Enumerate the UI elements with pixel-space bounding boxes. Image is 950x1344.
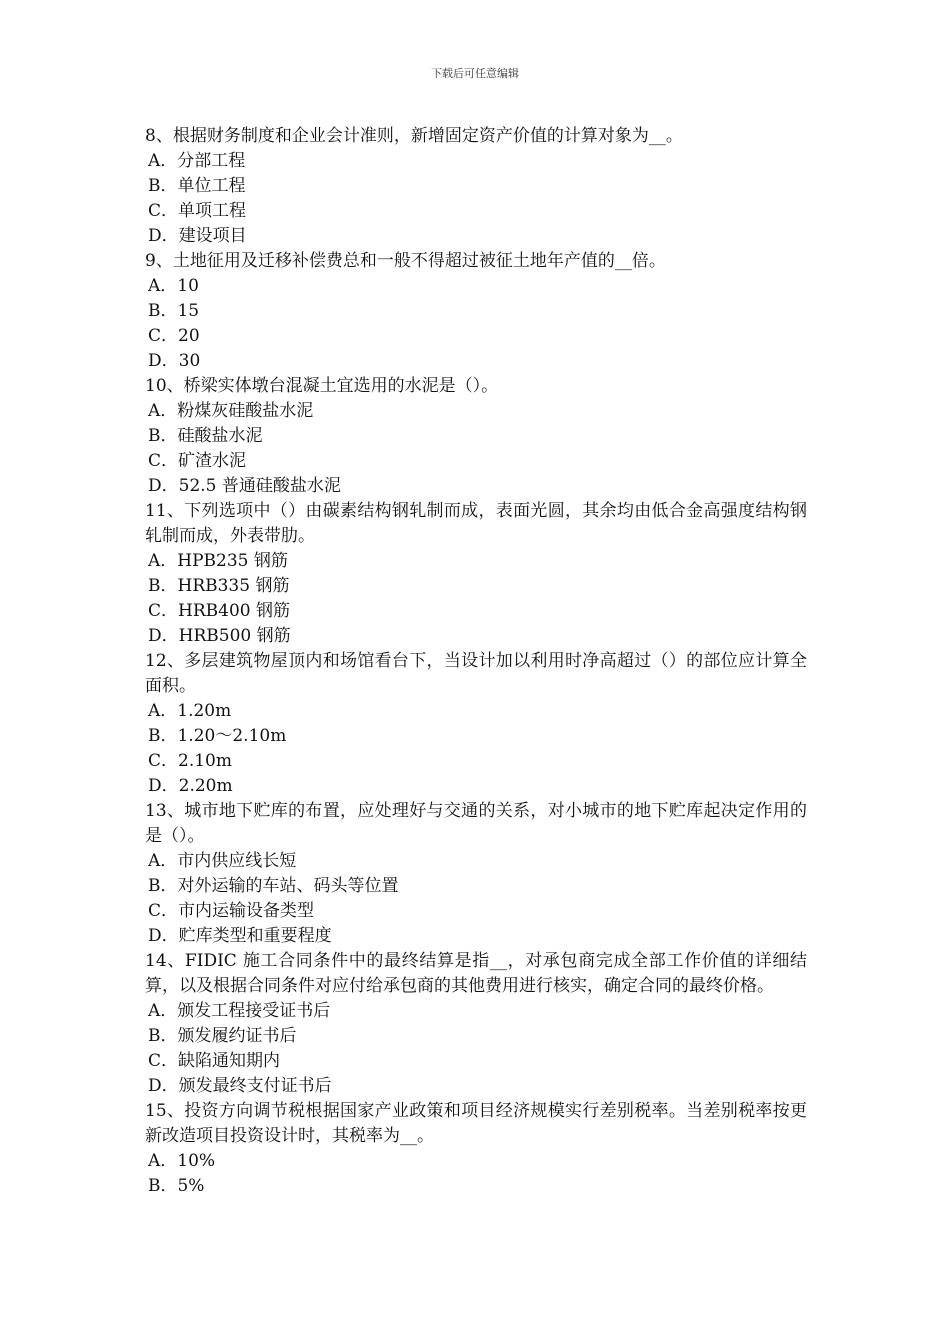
question-8 — [145, 124, 807, 249]
question-14 — [145, 949, 807, 1099]
question-text: 8、根据财务制度和企业会计准则，新增固定资产价值的计算对象为__。 — [145, 126, 683, 146]
question-12 — [145, 649, 807, 799]
option-b: B．颁发履约证书后 — [148, 1026, 297, 1046]
option-d: D．2.20m — [148, 776, 233, 796]
question-11 — [145, 499, 807, 649]
page-header-note: 下载后可任意编辑 — [431, 67, 519, 80]
option-d: D．贮库类型和重要程度 — [148, 926, 332, 946]
option-b: B．1.20～2.10m — [148, 726, 287, 746]
option-c: C．HRB400 钢筋 — [148, 601, 290, 621]
option-d: D．HRB500 钢筋 — [148, 626, 291, 646]
question-10 — [145, 374, 807, 499]
option-a: A．HPB235 钢筋 — [148, 551, 288, 571]
option-a: A．颁发工程接受证书后 — [148, 1001, 331, 1021]
option-a: A．粉煤灰硅酸盐水泥 — [148, 401, 314, 421]
question-text: 10、桥梁实体墩台混凝土宜选用的水泥是（）。 — [145, 376, 499, 396]
option-a: A．市内供应线长短 — [148, 851, 297, 871]
option-b: B．单位工程 — [148, 176, 246, 196]
question-text: 14、FIDIC 施工合同条件中的最终结算是指__，对承包商完成全部工作价值的详细结算，以及根据合同条件对应付给承包商的其他费用进行核实，确定合同的最终价格。 — [145, 951, 807, 996]
option-d: D．建设项目 — [148, 226, 247, 246]
option-b: B．HRB335 钢筋 — [148, 576, 290, 596]
question-text: 13、城市地下贮库的布置，应处理好与交通的关系，对小城市的地下贮库起决定作用的是（）。 — [145, 801, 807, 846]
question-13 — [145, 799, 807, 949]
question-text: 11、下列选项中（）由碳素结构钢轧制而成，表面光圆，其余均由低合金高强度结构钢轧制而成，外表带肋。 — [145, 501, 807, 546]
option-a: A．分部工程 — [148, 151, 246, 171]
question-text: 12、多层建筑物屋顶内和场馆看台下，当设计加以利用时净高超过（）的部位应计算全面积。 — [145, 651, 807, 696]
question-text: 15、投资方向调节税根据国家产业政策和项目经济规模实行差别税率。当差别税率按更新改造项目投资设计时，其税率为__。 — [145, 1101, 807, 1146]
option-a: A．10 — [148, 276, 199, 296]
option-c: C．单项工程 — [148, 201, 247, 221]
question-list — [145, 124, 807, 1199]
option-a: A．1.20m — [148, 701, 232, 721]
option-d: D．颁发最终支付证书后 — [148, 1076, 332, 1096]
option-d: D．30 — [148, 351, 201, 371]
question-9 — [145, 249, 807, 374]
option-c: C．矿渣水泥 — [148, 451, 247, 471]
option-c: C．市内运输设备类型 — [148, 901, 315, 921]
option-c: C．20 — [148, 326, 200, 346]
option-b: B．15 — [148, 301, 200, 321]
option-b: B．5% — [148, 1176, 205, 1196]
option-d: D．52.5 普通硅酸盐水泥 — [148, 476, 341, 496]
option-b: B．对外运输的车站、码头等位置 — [148, 876, 399, 896]
question-text: 9、土地征用及迁移补偿费总和一般不得超过被征土地年产值的__倍。 — [145, 251, 666, 271]
question-15 — [145, 1099, 807, 1199]
option-c: C．缺陷通知期内 — [148, 1051, 281, 1071]
option-b: B．硅酸盐水泥 — [148, 426, 263, 446]
option-a: A．10% — [148, 1151, 216, 1171]
option-c: C．2.10m — [148, 751, 232, 771]
